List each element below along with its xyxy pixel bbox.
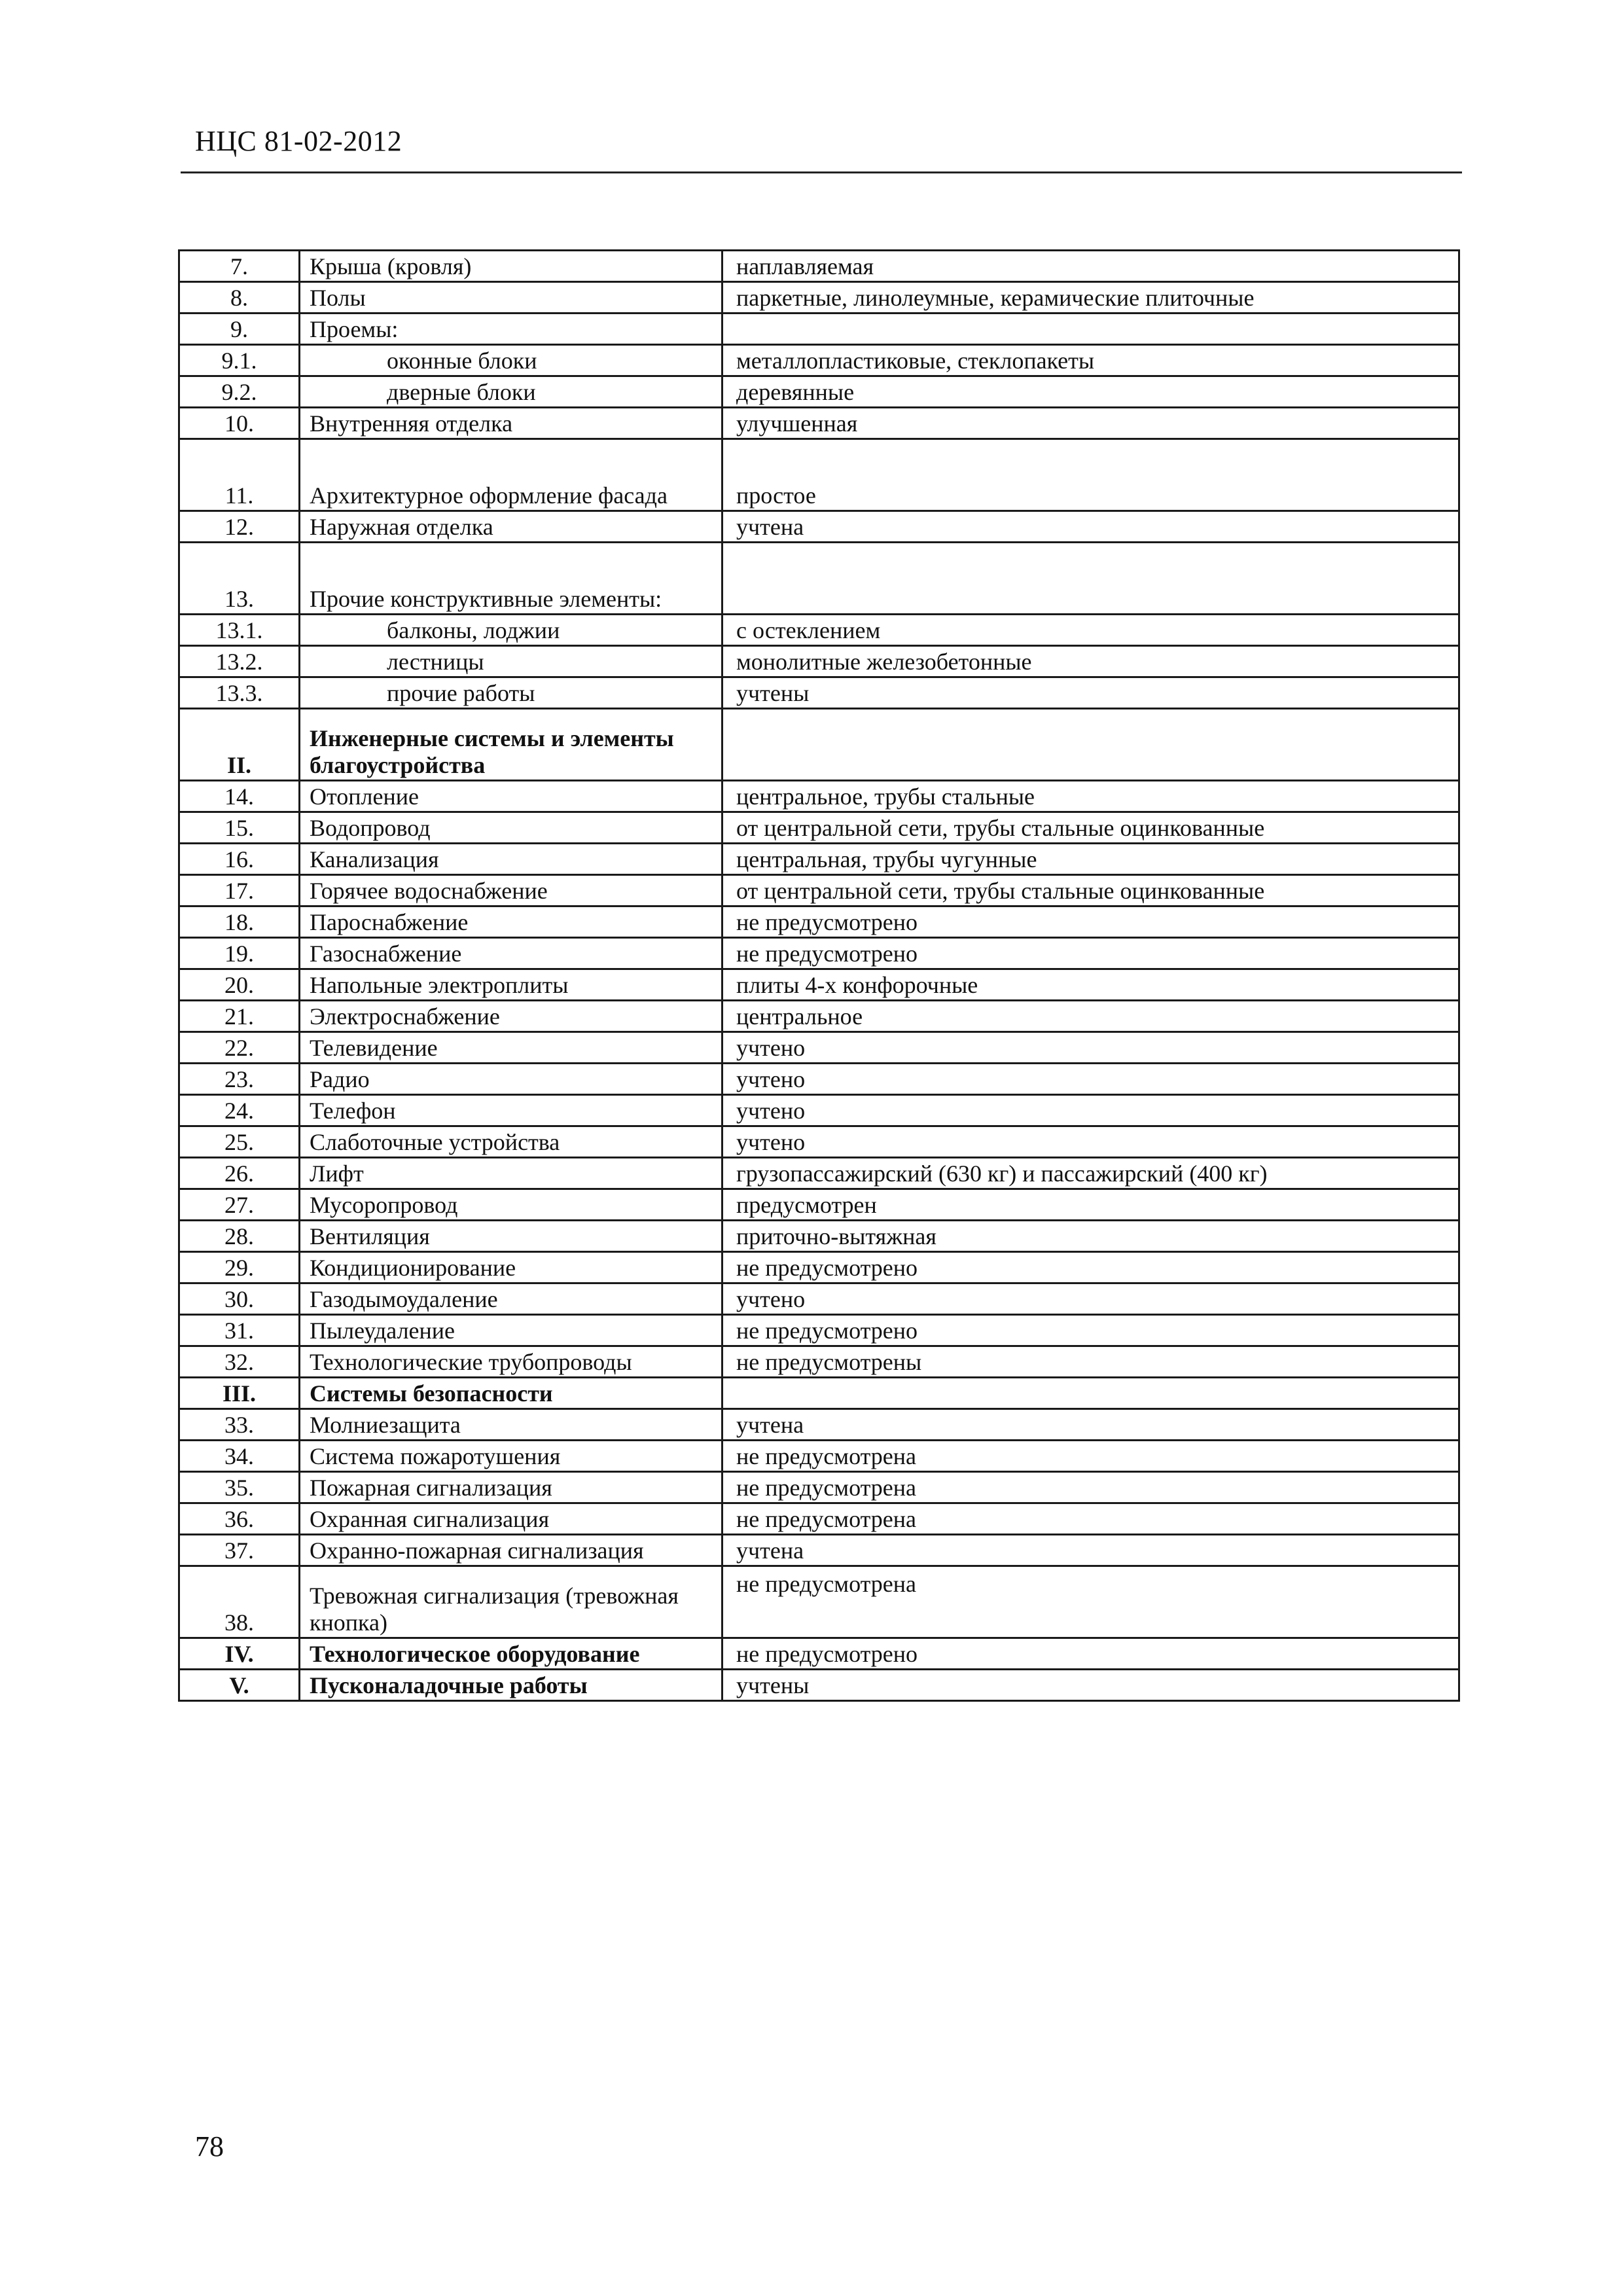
- row-element-value: центральное: [722, 1001, 1459, 1032]
- row-element-name: дверные блоки: [300, 376, 722, 408]
- row-element-value: [722, 314, 1459, 345]
- table-row: [179, 1315, 1459, 1346]
- row-element-value: грузопассажирский (630 кг) и пассажирский (400 кг): [722, 1158, 1459, 1189]
- table-row: [179, 875, 1459, 906]
- row-element-name: Мусоропровод: [300, 1189, 722, 1221]
- row-element-value: от центральной сети, трубы стальные оцинкованные: [722, 875, 1459, 906]
- row-element-value: учтена: [722, 1409, 1459, 1441]
- row-number: 25.: [179, 1126, 300, 1158]
- section-title: Инженерные системы и элементы благоустройства: [300, 709, 722, 781]
- table-section-row: [179, 709, 1459, 781]
- table-row: [179, 1566, 1459, 1638]
- row-number: 34.: [179, 1441, 300, 1472]
- table-row: [179, 1189, 1459, 1221]
- row-number: 17.: [179, 875, 300, 906]
- row-element-name: Крыша (кровля): [300, 251, 722, 282]
- row-number: 16.: [179, 844, 300, 875]
- row-element-name: Проемы:: [300, 314, 722, 345]
- row-element-value: не предусмотрено: [722, 1315, 1459, 1346]
- table-row: [179, 376, 1459, 408]
- specification-table-body: [179, 251, 1459, 1701]
- row-number: 28.: [179, 1221, 300, 1252]
- section-title: Пусконаладочные работы: [300, 1670, 722, 1701]
- row-number: 26.: [179, 1158, 300, 1189]
- row-element-name: Архитектурное оформление фасада: [300, 439, 722, 511]
- row-element-name: Молниезащита: [300, 1409, 722, 1441]
- table-row: [179, 1126, 1459, 1158]
- row-element-name: Охранная сигнализация: [300, 1503, 722, 1535]
- row-element-name: Напольные электроплиты: [300, 969, 722, 1001]
- section-title: Технологическое оборудование: [300, 1638, 722, 1670]
- specification-table: [178, 249, 1460, 1702]
- row-element-name: Тревожная сигнализация (тревожная кнопка): [300, 1566, 722, 1638]
- row-number: 7.: [179, 251, 300, 282]
- row-element-name: Газодымоудаление: [300, 1283, 722, 1315]
- row-number: 13.1.: [179, 615, 300, 646]
- row-element-name: Вентиляция: [300, 1221, 722, 1252]
- table-section-row: [179, 1670, 1459, 1701]
- row-element-name: Наружная отделка: [300, 511, 722, 543]
- table-row: [179, 439, 1459, 511]
- row-element-value: с остеклением: [722, 615, 1459, 646]
- row-element-value: паркетные, линолеумные, керамические плиточные: [722, 282, 1459, 314]
- row-element-value: не предусмотрены: [722, 1346, 1459, 1378]
- row-element-value: учтено: [722, 1095, 1459, 1126]
- row-element-value: металлопластиковые, стеклопакеты: [722, 345, 1459, 376]
- row-element-value: не предусмотрена: [722, 1503, 1459, 1535]
- row-element-name: Охранно-пожарная сигнализация: [300, 1535, 722, 1566]
- page-header: НЦС 81-02-2012: [195, 125, 402, 157]
- row-element-value: учтено: [722, 1283, 1459, 1315]
- row-element-name: Пароснабжение: [300, 906, 722, 938]
- row-element-name: Пылеудаление: [300, 1315, 722, 1346]
- row-element-name: балконы, лоджии: [300, 615, 722, 646]
- row-number: 35.: [179, 1472, 300, 1503]
- row-element-value: улучшенная: [722, 408, 1459, 439]
- table-row: [179, 1503, 1459, 1535]
- table-row: [179, 906, 1459, 938]
- row-number: 38.: [179, 1566, 300, 1638]
- row-element-value: учтена: [722, 1535, 1459, 1566]
- row-element-value: учтено: [722, 1032, 1459, 1064]
- row-number: 13.: [179, 543, 300, 615]
- row-element-value: [722, 1378, 1459, 1409]
- row-number: 23.: [179, 1064, 300, 1095]
- table-row: [179, 1346, 1459, 1378]
- row-element-value: [722, 543, 1459, 615]
- table-row: [179, 1283, 1459, 1315]
- table-row: [179, 969, 1459, 1001]
- row-element-name: Телефон: [300, 1095, 722, 1126]
- row-element-name: Полы: [300, 282, 722, 314]
- row-element-name: Пожарная сигнализация: [300, 1472, 722, 1503]
- row-element-value: деревянные: [722, 376, 1459, 408]
- row-element-name: Слаботочные устройства: [300, 1126, 722, 1158]
- row-number: 12.: [179, 511, 300, 543]
- table-row: [179, 938, 1459, 969]
- table-row: [179, 1252, 1459, 1283]
- table-section-row: [179, 1378, 1459, 1409]
- section-number: II.: [179, 709, 300, 781]
- table-row: [179, 1001, 1459, 1032]
- row-element-value: центральное, трубы стальные: [722, 781, 1459, 812]
- table-row: [179, 781, 1459, 812]
- row-number: 13.2.: [179, 646, 300, 677]
- row-element-value: не предусмотрена: [722, 1441, 1459, 1472]
- row-element-name: лестницы: [300, 646, 722, 677]
- table-row: [179, 345, 1459, 376]
- header-divider: [181, 171, 1462, 173]
- table-row: [179, 615, 1459, 646]
- table-row: [179, 1535, 1459, 1566]
- row-number: 9.2.: [179, 376, 300, 408]
- row-element-value: учтено: [722, 1064, 1459, 1095]
- row-number: 15.: [179, 812, 300, 844]
- table-row: [179, 408, 1459, 439]
- row-element-value: простое: [722, 439, 1459, 511]
- row-number: 11.: [179, 439, 300, 511]
- row-element-value: не предусмотрена: [722, 1566, 1459, 1638]
- table-row: [179, 1441, 1459, 1472]
- row-element-name: Телевидение: [300, 1032, 722, 1064]
- row-number: 32.: [179, 1346, 300, 1378]
- row-element-value: не предусмотрено: [722, 906, 1459, 938]
- table-row: [179, 1032, 1459, 1064]
- row-element-value: не предусмотрено: [722, 1252, 1459, 1283]
- section-number: V.: [179, 1670, 300, 1701]
- row-number: 30.: [179, 1283, 300, 1315]
- table-row: [179, 511, 1459, 543]
- row-element-value: центральная, трубы чугунные: [722, 844, 1459, 875]
- row-element-value: монолитные железобетонные: [722, 646, 1459, 677]
- table-row: [179, 1472, 1459, 1503]
- row-number: 33.: [179, 1409, 300, 1441]
- row-number: 14.: [179, 781, 300, 812]
- table-row: [179, 314, 1459, 345]
- row-element-name: Кондиционирование: [300, 1252, 722, 1283]
- row-element-name: Технологические трубопроводы: [300, 1346, 722, 1378]
- table-row: [179, 677, 1459, 709]
- row-element-name: оконные блоки: [300, 345, 722, 376]
- row-element-value: не предусмотрена: [722, 1472, 1459, 1503]
- section-number: IV.: [179, 1638, 300, 1670]
- table-row: [179, 646, 1459, 677]
- row-element-value: от центральной сети, трубы стальные оцинкованные: [722, 812, 1459, 844]
- row-number: 10.: [179, 408, 300, 439]
- row-element-name: Прочие конструктивные элементы:: [300, 543, 722, 615]
- row-number: 36.: [179, 1503, 300, 1535]
- row-element-value: плиты 4-х конфорочные: [722, 969, 1459, 1001]
- row-element-value: наплавляемая: [722, 251, 1459, 282]
- row-element-name: Лифт: [300, 1158, 722, 1189]
- row-element-name: Газоснабжение: [300, 938, 722, 969]
- table-row: [179, 1095, 1459, 1126]
- table-row: [179, 1221, 1459, 1252]
- row-element-name: прочие работы: [300, 677, 722, 709]
- row-number: 19.: [179, 938, 300, 969]
- row-element-name: Горячее водоснабжение: [300, 875, 722, 906]
- row-number: 22.: [179, 1032, 300, 1064]
- row-number: 18.: [179, 906, 300, 938]
- row-number: 9.: [179, 314, 300, 345]
- row-element-value: не предусмотрено: [722, 1638, 1459, 1670]
- row-element-name: Канализация: [300, 844, 722, 875]
- table-row: [179, 812, 1459, 844]
- table-row: [179, 1158, 1459, 1189]
- row-element-value: учтена: [722, 511, 1459, 543]
- row-element-name: Радио: [300, 1064, 722, 1095]
- row-element-name: Электроснабжение: [300, 1001, 722, 1032]
- table-row: [179, 1064, 1459, 1095]
- row-number: 29.: [179, 1252, 300, 1283]
- row-element-value: приточно-вытяжная: [722, 1221, 1459, 1252]
- row-element-name: Отопление: [300, 781, 722, 812]
- row-number: 37.: [179, 1535, 300, 1566]
- section-title: Системы безопасности: [300, 1378, 722, 1409]
- table-row: [179, 282, 1459, 314]
- row-number: 21.: [179, 1001, 300, 1032]
- row-element-name: Водопровод: [300, 812, 722, 844]
- row-number: 20.: [179, 969, 300, 1001]
- row-element-value: учтены: [722, 677, 1459, 709]
- table-row: [179, 844, 1459, 875]
- row-element-name: Система пожаротушения: [300, 1441, 722, 1472]
- row-number: 13.3.: [179, 677, 300, 709]
- table-row: [179, 251, 1459, 282]
- row-element-value: не предусмотрено: [722, 938, 1459, 969]
- row-element-value: учтено: [722, 1126, 1459, 1158]
- row-element-value: учтены: [722, 1670, 1459, 1701]
- row-element-value: [722, 709, 1459, 781]
- row-number: 8.: [179, 282, 300, 314]
- row-element-value: предусмотрен: [722, 1189, 1459, 1221]
- table-section-row: [179, 1638, 1459, 1670]
- row-element-name: Внутренняя отделка: [300, 408, 722, 439]
- row-number: 9.1.: [179, 345, 300, 376]
- row-number: 24.: [179, 1095, 300, 1126]
- section-number: III.: [179, 1378, 300, 1409]
- row-number: 31.: [179, 1315, 300, 1346]
- table-row: [179, 1409, 1459, 1441]
- row-number: 27.: [179, 1189, 300, 1221]
- page-number: 78: [195, 2130, 224, 2162]
- table-row: [179, 543, 1459, 615]
